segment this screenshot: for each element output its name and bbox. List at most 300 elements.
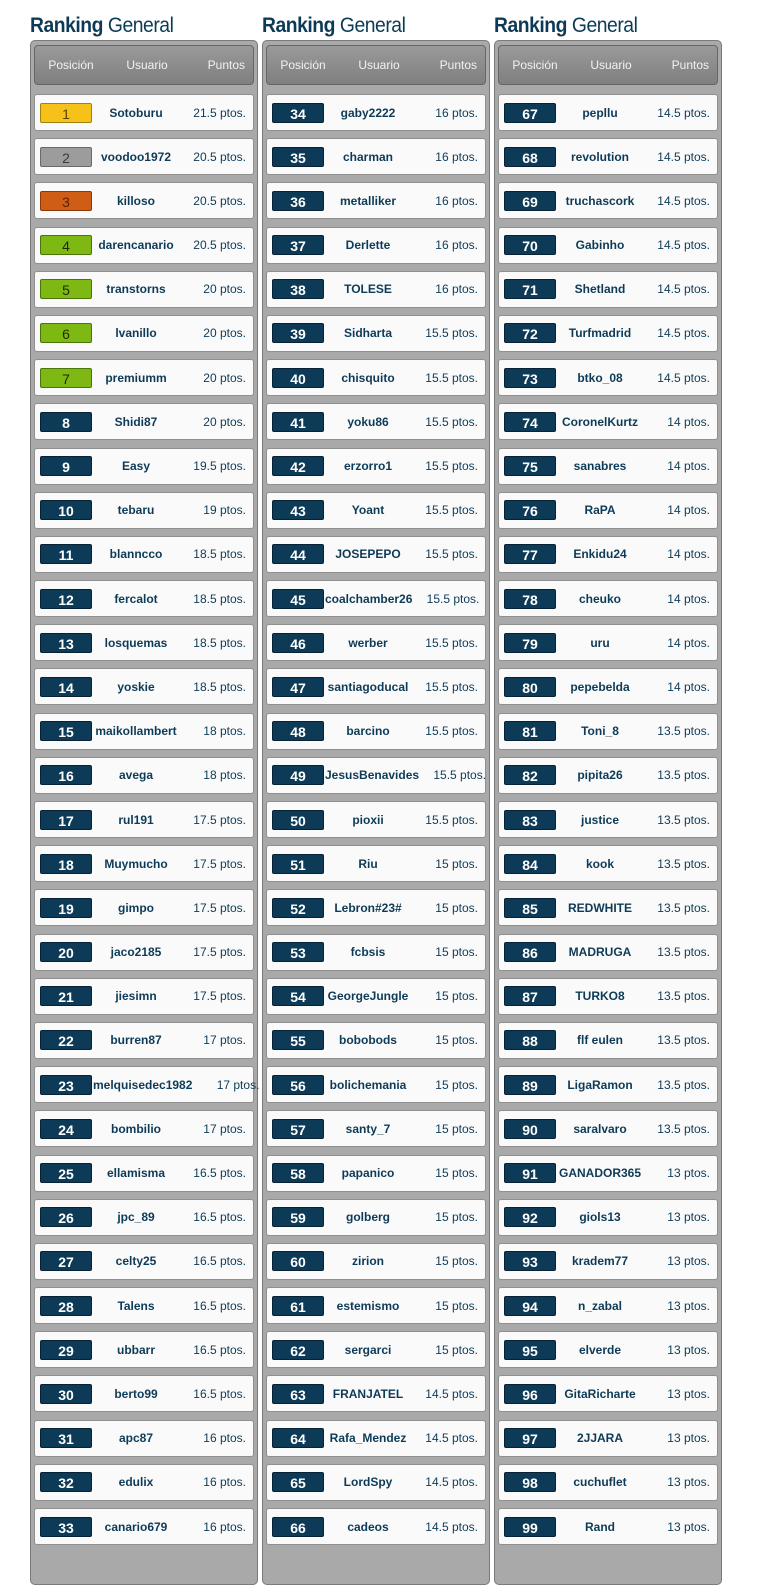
user-name[interactable]: Sidharta [343,326,392,341]
position-badge: 58 [272,1163,324,1183]
position-badge: 13 [40,633,92,653]
position-badge: 61 [272,1296,324,1316]
user-name[interactable]: metalliker [339,193,397,208]
ranking-row [34,94,254,131]
user-name[interactable]: voodoo1972 [100,149,172,164]
column-title: Ranking General [30,14,174,37]
user-name[interactable]: Rafa_Mendez [329,1431,407,1446]
user-name[interactable]: erzorro1 [343,459,393,473]
ranking-row [34,492,254,529]
ranking-panel [494,40,722,1585]
ranking-panel [262,40,490,1585]
user-points: 15 ptos. [435,1033,478,1048]
user-points: 21.5 ptos. [193,105,246,120]
ranking-row [34,1022,254,1059]
user-name[interactable]: pipita26 [577,768,623,783]
user-points: 15 ptos. [435,1254,478,1269]
position-badge: 42 [272,456,324,476]
user-name[interactable]: maikollambert [95,724,177,739]
user-points: 20 ptos. [203,414,246,429]
user-name[interactable]: Turfmadrid [568,326,632,341]
user-name[interactable]: blanncco [109,547,163,562]
user-name[interactable]: Muymucho [104,856,168,871]
position-badge: 98 [504,1472,556,1492]
position-badge: 36 [272,191,324,211]
user-name[interactable]: elverde [578,1342,622,1357]
user-name[interactable]: Gabinho [575,238,625,253]
user-name[interactable]: MADRUGA [568,945,632,960]
position-badge: 65 [272,1472,324,1492]
user-name[interactable]: papanico [341,1166,395,1180]
ranking-row [34,757,254,794]
position-badge: 14 [40,677,92,697]
user-name[interactable]: yoku86 [347,414,389,429]
user-points: 15 ptos. [435,856,478,871]
user-points: 18.5 ptos. [193,591,246,606]
position-badge: 43 [272,500,324,520]
user-name[interactable]: killoso [116,193,155,208]
user-points: 16.5 ptos. [193,1254,246,1269]
user-points: 13 ptos. [667,1210,710,1225]
user-name[interactable]: kradem77 [571,1254,629,1269]
user-name[interactable]: premiumm [105,370,167,385]
user-points: 17.5 ptos. [193,856,246,871]
user-name[interactable]: jpc_89 [117,1210,155,1225]
ranking-row [266,227,486,264]
user-name[interactable]: gaby2222 [340,105,396,120]
user-name[interactable]: coalchamber26 [325,591,413,606]
ranking-row [34,315,254,352]
user-name[interactable]: LordSpy [343,1475,393,1490]
position-badge: 50 [272,810,324,830]
user-name[interactable]: CoronelKurtz [562,414,638,429]
user-name[interactable]: Toni_8 [581,724,619,739]
user-points: 13 ptos. [667,1166,710,1180]
user-name[interactable]: gimpo [118,900,154,915]
user-name[interactable]: edulix [118,1475,154,1490]
ranking-row [266,138,486,175]
ranking-row [498,536,718,573]
user-name[interactable]: REDWHITE [568,900,632,915]
user-name[interactable]: fcbsis [350,945,386,960]
user-points: 14.5 ptos. [425,1519,478,1534]
user-points: 15 ptos. [435,1077,478,1092]
user-points: 16.5 ptos. [193,1386,246,1401]
user-points: 13 ptos. [667,1519,710,1534]
ranking-row [34,1508,254,1545]
user-points: 14.5 ptos. [657,370,710,385]
user-name[interactable]: Derlette [345,238,391,253]
user-points: 15 ptos. [435,900,478,915]
user-points: 16.5 ptos. [193,1298,246,1313]
user-name[interactable]: losquemas [104,635,168,650]
ranking-row [266,889,486,926]
ranking-column-3 [494,0,726,1585]
column-title: Ranking General [494,14,638,37]
user-points: 14.5 ptos. [657,149,710,164]
user-name[interactable]: btko_08 [577,370,623,385]
user-points: 15.5 ptos. [433,768,487,783]
user-points: 16.5 ptos. [193,1210,246,1225]
user-points: 18 ptos. [203,724,246,739]
user-points: 15.5 ptos. [426,591,480,606]
position-badge: 99 [504,1517,556,1537]
user-name[interactable]: darencanario [98,238,174,253]
ranking-row [266,492,486,529]
user-points: 13.5 ptos. [657,989,710,1004]
user-name[interactable]: 2JJARA [576,1431,624,1446]
position-badge: 49 [272,765,324,785]
ranking-row [498,1464,718,1501]
user-points: 13.5 ptos. [657,1121,710,1136]
user-name[interactable]: cadeos [347,1519,389,1534]
ranking-row [498,403,718,440]
ranking-row [266,1110,486,1147]
ranking-row [34,580,254,617]
position-badge: 77 [504,544,556,564]
user-points: 15 ptos. [435,989,478,1004]
position-badge: 32 [40,1472,92,1492]
ranking-row [498,182,718,219]
ranking-row [34,1287,254,1324]
ranking-row [266,934,486,971]
position-badge: 52 [272,898,324,918]
ranking-row [498,1066,718,1103]
user-name[interactable]: flf eulen [576,1033,623,1048]
user-name[interactable]: yoskie [117,679,155,694]
user-name[interactable]: TOLESE [344,282,392,297]
user-name[interactable]: Talens [117,1298,155,1313]
position-badge: 41 [272,412,324,432]
ranking-row [34,182,254,219]
user-name[interactable]: Rand [585,1519,615,1534]
user-name[interactable]: giols13 [579,1210,621,1225]
ranking-row [34,934,254,971]
ranking-row [266,624,486,661]
user-name[interactable]: Shetland [574,282,626,297]
ranking-row [34,1110,254,1147]
user-points: 15.5 ptos. [425,724,478,739]
user-name[interactable]: FRANJATEL [332,1386,404,1401]
user-points: 14.5 ptos. [657,193,710,208]
user-name[interactable]: apc87 [118,1431,154,1446]
ranking-row [498,94,718,131]
user-name[interactable]: saralvaro [573,1121,627,1136]
ranking-row [266,801,486,838]
position-badge: 86 [504,942,556,962]
position-badge: 3 [40,191,92,211]
user-name[interactable]: revolution [570,149,629,164]
ranking-row [34,1155,254,1192]
user-name[interactable]: rul191 [118,812,154,827]
user-name[interactable]: fercalot [114,591,158,606]
position-badge: 91 [504,1163,556,1183]
user-points: 17.5 ptos. [193,900,246,915]
user-points: 14.5 ptos. [657,326,710,341]
ranking-row [498,757,718,794]
user-name[interactable]: ellamisma [106,1166,166,1180]
position-badge: 10 [40,500,92,520]
position-badge: 79 [504,633,556,653]
position-badge: 80 [504,677,556,697]
user-points: 13 ptos. [667,1386,710,1401]
user-points: 14.5 ptos. [657,238,710,253]
position-badge: 15 [40,721,92,741]
user-name[interactable]: lvanillo [115,326,157,341]
user-points: 14 ptos. [667,591,710,606]
user-points: 15 ptos. [435,1342,478,1357]
position-badge: 73 [504,368,556,388]
user-name[interactable]: justice [580,812,619,827]
user-points: 14.5 ptos. [425,1475,478,1490]
user-name[interactable]: celty25 [115,1254,157,1269]
user-points: 16.5 ptos. [193,1342,246,1357]
user-points: 17 ptos. [203,1121,246,1136]
position-badge: 96 [504,1384,556,1404]
ranking-row [498,1199,718,1236]
position-badge: 12 [40,589,92,609]
position-badge: 55 [272,1030,324,1050]
user-name[interactable]: werber [348,635,388,650]
position-badge: 46 [272,633,324,653]
user-name[interactable]: pepebelda [570,679,630,694]
user-name[interactable]: santy_7 [345,1121,391,1136]
user-points: 20 ptos. [203,282,246,297]
position-badge: 93 [504,1251,556,1271]
user-name[interactable]: golberg [346,1210,390,1225]
position-badge: 40 [272,368,324,388]
user-points: 14 ptos. [667,459,710,473]
position-badge: 38 [272,279,324,299]
user-name[interactable]: RaPA [584,503,616,518]
user-name[interactable]: LigaRamon [567,1077,633,1092]
user-points: 13.5 ptos. [657,768,710,783]
user-points: 20.5 ptos. [193,193,246,208]
user-name[interactable]: Riu [358,856,378,871]
position-badge: 74 [504,412,556,432]
ranking-row [34,1420,254,1457]
ranking-row [498,492,718,529]
ranking-row [498,271,718,308]
user-name[interactable]: bombilio [111,1121,161,1136]
position-badge: 22 [40,1030,92,1050]
user-name[interactable]: jaco2185 [110,945,162,960]
user-name[interactable]: jiesimn [115,989,157,1004]
position-badge: 8 [40,412,92,432]
ranking-row [498,580,718,617]
user-name[interactable]: n_zabal [577,1298,622,1313]
position-badge: 48 [272,721,324,741]
user-points: 16 ptos. [435,238,478,253]
ranking-row [34,1243,254,1280]
user-name[interactable]: transtorns [106,282,166,297]
user-points: 17.5 ptos. [193,812,246,827]
position-badge: 90 [504,1119,556,1139]
position-badge: 11 [40,544,92,564]
user-name[interactable]: pioxii [352,812,384,827]
user-name[interactable]: barcino [346,724,390,739]
position-badge: 68 [504,147,556,167]
ranking-row [34,536,254,573]
user-points: 15.5 ptos. [425,547,478,562]
position-badge: 18 [40,854,92,874]
user-name[interactable]: ubbarr [116,1342,155,1357]
position-badge: 5 [40,279,92,299]
user-points: 16 ptos. [435,149,478,164]
user-name[interactable]: kook [585,856,614,871]
position-badge: 67 [504,103,556,123]
position-badge: 78 [504,589,556,609]
user-name[interactable]: bolichemania [329,1077,407,1092]
table-header [266,45,486,85]
user-points: 13.5 ptos. [657,945,710,960]
ranking-row [34,1375,254,1412]
ranking-row [266,315,486,352]
user-name[interactable]: Lebron#23# [334,900,402,915]
user-points: 20.5 ptos. [193,149,246,164]
position-badge: 71 [504,279,556,299]
position-badge: 95 [504,1340,556,1360]
user-points: 18 ptos. [203,768,246,783]
position-badge: 56 [272,1075,324,1095]
position-badge: 62 [272,1340,324,1360]
position-badge: 25 [40,1163,92,1183]
user-points: 13.5 ptos. [657,856,710,871]
user-name[interactable]: berto99 [114,1386,158,1401]
ranking-row [34,1066,260,1103]
position-badge: 4 [40,235,92,255]
ranking-row [34,448,254,485]
position-badge: 24 [40,1119,92,1139]
user-name[interactable]: cuchuflet [573,1475,627,1490]
user-points: 13 ptos. [667,1431,710,1446]
user-points: 16 ptos. [203,1519,246,1534]
ranking-row [34,138,254,175]
user-name[interactable]: GANADOR365 [558,1166,642,1180]
position-badge: 87 [504,986,556,1006]
user-name[interactable]: truchascork [565,193,635,208]
ranking-row [266,580,486,617]
user-name[interactable]: sergarci [344,1342,392,1357]
ranking-row [266,845,486,882]
user-name[interactable]: JesusBenavides [325,768,420,783]
user-name[interactable]: Yoant [351,503,385,518]
user-points: 15.5 ptos. [425,370,478,385]
ranking-row [34,1199,254,1236]
position-badge: 47 [272,677,324,697]
ranking-row [498,1287,718,1324]
user-points: 17.5 ptos. [193,989,246,1004]
user-name[interactable]: charman [342,149,394,164]
user-points: 15 ptos. [435,1121,478,1136]
user-name[interactable]: tebaru [117,503,155,518]
position-badge: 2 [40,147,92,167]
user-points: 15.5 ptos. [425,812,478,827]
position-badge: 60 [272,1251,324,1271]
user-name[interactable]: bobobods [339,1033,397,1048]
position-badge: 26 [40,1207,92,1227]
user-name[interactable]: Easy [121,459,151,473]
position-badge: 72 [504,323,556,343]
ranking-row [266,1508,486,1545]
user-name[interactable]: Sotoburu [109,105,163,120]
user-points: 15 ptos. [435,1298,478,1313]
ranking-row [498,668,718,705]
user-points: 15.5 ptos. [425,503,478,518]
user-points: 13 ptos. [667,1254,710,1269]
ranking-row [34,1464,254,1501]
ranking-row [498,1420,718,1457]
user-name[interactable]: cheuko [578,591,621,606]
position-badge: 34 [272,103,324,123]
ranking-row [498,315,718,352]
user-points: 20 ptos. [203,326,246,341]
user-name[interactable]: GeorgeJungle [327,989,409,1004]
user-name[interactable]: sanabres [573,459,627,473]
ranking-row [34,227,254,264]
user-points: 14.5 ptos. [657,282,710,297]
position-badge: 97 [504,1428,556,1448]
user-name[interactable]: JOSEPEPO [335,547,401,562]
user-name[interactable]: zirion [352,1254,384,1269]
position-badge: 20 [40,942,92,962]
user-points: 14 ptos. [667,503,710,518]
header-points: Puntos [671,58,709,72]
position-badge: 88 [504,1030,556,1050]
user-name[interactable]: avega [118,768,154,783]
user-points: 15.5 ptos. [425,679,478,694]
ranking-row [266,1331,486,1368]
ranking-rows [498,94,718,1545]
ranking-row [266,1287,486,1324]
position-badge: 9 [40,456,92,476]
user-name[interactable]: melquisedec1982 [93,1077,193,1092]
user-name[interactable]: santiagoducal [327,679,409,694]
user-points: 16 ptos. [203,1431,246,1446]
user-name[interactable]: uru [590,635,610,650]
user-name[interactable]: GitaRicharte [564,1386,636,1401]
ranking-row [498,1110,718,1147]
position-badge: 6 [40,323,92,343]
user-points: 19.5 ptos. [193,459,246,473]
user-name[interactable]: TURKO8 [575,989,625,1004]
ranking-row [266,668,486,705]
user-points: 18.5 ptos. [193,679,246,694]
position-badge: 63 [272,1384,324,1404]
user-name[interactable]: burren87 [110,1033,162,1048]
user-name[interactable]: estemismo [336,1298,400,1313]
user-points: 14 ptos. [667,679,710,694]
position-badge: 54 [272,986,324,1006]
ranking-row [498,801,718,838]
user-points: 13.5 ptos. [657,900,710,915]
position-badge: 33 [40,1517,92,1537]
user-name[interactable]: pepllu [582,105,618,120]
user-name[interactable]: Enkidu24 [573,547,627,562]
header-user: Usuario [590,58,632,72]
user-points: 16 ptos. [203,1475,246,1490]
user-name[interactable]: canario679 [104,1519,168,1534]
ranking-row [498,978,718,1015]
position-badge: 59 [272,1207,324,1227]
user-points: 19 ptos. [203,503,246,518]
ranking-row [498,624,718,661]
position-badge: 75 [504,456,556,476]
user-name[interactable]: Shidi87 [114,414,158,429]
position-badge: 64 [272,1428,324,1448]
ranking-row [266,1420,486,1457]
user-name[interactable]: chisquito [341,370,395,385]
